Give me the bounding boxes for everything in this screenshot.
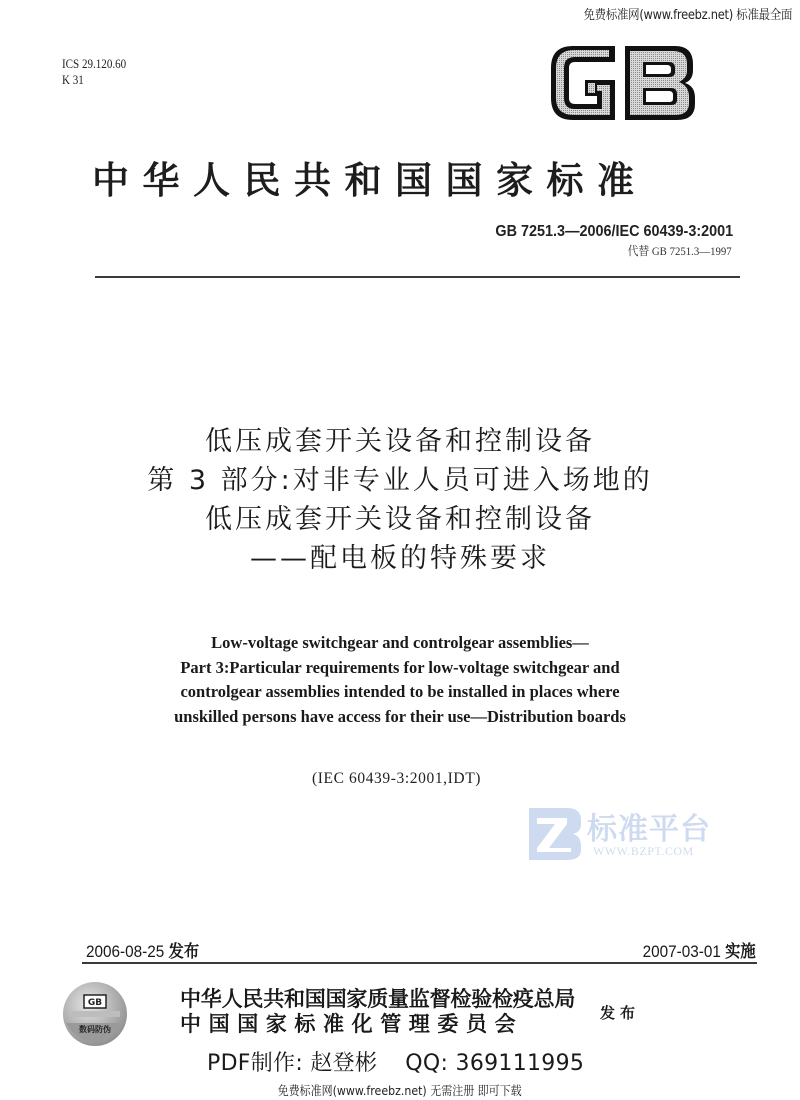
pdf-credit — [207, 1046, 584, 1077]
english-title-line: unskilled persons have access for their use—Distribution boards — [174, 706, 626, 726]
issuer-sac: 中国国家标准化管理委员会 — [180, 1011, 524, 1036]
bottom-divider — [82, 962, 757, 964]
top-divider — [95, 276, 740, 278]
issuer-aqsiq: 中华人民共和国国家质量监督检验检疫总局 — [180, 986, 576, 1011]
standard-number: GB 7251.3—2006/IEC 60439-3:2001 — [495, 223, 733, 240]
gb-logo-icon — [545, 40, 700, 126]
english-title-line: Part 3:Particular requirements for low-voltage switchgear and — [180, 657, 620, 677]
issue-date-value: 2006-08-25 — [86, 942, 165, 961]
english-title — [0, 631, 800, 729]
bzpt-watermark — [527, 806, 727, 862]
svg-text:数码防伪: 数码防伪 — [79, 1025, 111, 1034]
implementation-date-value: 2007-03-01 — [642, 942, 722, 961]
footer-watermark — [0, 1081, 800, 1099]
main-title: 中华人民共和国国家标准 — [92, 158, 648, 202]
english-title-line: Low-voltage switchgear and controlgear assemblies— — [211, 633, 589, 652]
english-title-line: controlgear assemblies intended to be installed in places where — [180, 682, 620, 701]
bzpt-logo-icon — [527, 806, 583, 862]
issue-date-label: 发布 — [168, 942, 200, 962]
implementation-date — [643, 937, 756, 962]
equivalence-note: (IEC 60439-3:2001,IDT) — [312, 770, 482, 787]
chinese-title-line: ——配电板的特殊要求 — [250, 543, 550, 574]
bzpt-watermark-cn: 标准平台 — [587, 812, 711, 847]
footer-text: 免费标准网(www.freebz.net) 无需注册 即可下载 — [277, 1083, 523, 1098]
chinese-title — [0, 422, 800, 578]
issue-date — [86, 937, 199, 962]
chinese-title-line: 低压成套开关设备和控制设备 — [205, 504, 595, 535]
ics-code: ICS 29.120.60 — [62, 56, 127, 71]
top-watermark-text: 免费标准网(www.freebz.net) 标准最全面 — [583, 8, 792, 23]
pdf-qq: QQ: 369111995 — [405, 1051, 585, 1076]
issuing-organizations — [180, 986, 575, 1036]
replaces-standard: 代替 GB 7251.3—1997 — [627, 244, 732, 258]
implementation-date-label: 实施 — [725, 942, 756, 962]
bzpt-watermark-en: WWW.BZPT.COM — [593, 844, 694, 858]
ccs-code: K 31 — [62, 72, 84, 87]
anti-counterfeit-seal-icon — [62, 981, 128, 1047]
classification-codes — [62, 56, 126, 88]
chinese-title-line: 低压成套开关设备和控制设备 — [205, 426, 595, 457]
chinese-title-line: 第 3 部分:对非专业人员可进入场地的 — [147, 465, 653, 496]
svg-text:GB: GB — [87, 998, 103, 1008]
issue-action-label: 发布 — [600, 1004, 641, 1022]
pdf-maker: PDF制作: 赵登彬 — [207, 1051, 378, 1076]
